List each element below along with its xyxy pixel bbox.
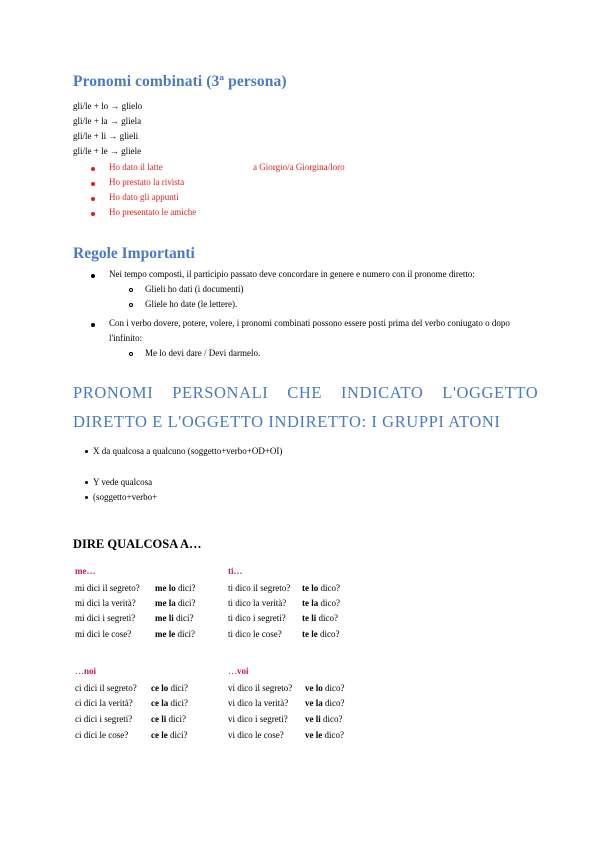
rule-example: Glieli ho dati (i documenti): [145, 284, 244, 294]
verb: dici?: [178, 598, 196, 608]
verb: dici?: [176, 613, 194, 623]
phrase: ti dico le cose?: [228, 629, 282, 639]
rule-line: gli/le + le → gliele: [73, 146, 142, 156]
verb: dico?: [325, 698, 345, 708]
phrase: vi dico il segreto?: [228, 683, 293, 693]
phrase: ci dici la verità?: [75, 698, 133, 708]
pronoun: ce lo: [151, 683, 169, 693]
bullet-icon: [91, 182, 95, 186]
pronoun: te li: [302, 613, 317, 623]
verb: dico?: [320, 629, 340, 639]
list-item: Y vede qualcosa: [93, 477, 153, 487]
rule-line: gli/le + lo → glielo: [73, 101, 143, 111]
table-row: [75, 583, 140, 593]
example-item: Ho dato gli appunti: [109, 192, 179, 202]
verb: dici?: [169, 730, 188, 740]
verb: dici?: [170, 683, 188, 693]
verb: dici?: [177, 629, 195, 639]
bullet-icon: [91, 274, 95, 278]
pronoun: ce le: [151, 730, 168, 740]
rule-text: Con i verbo dovere, potere, volere, i pronomi combinati possono essere posti prima del verbo coniugato o dopo: [109, 318, 510, 328]
example-item: Ho presentato le amiche: [109, 207, 197, 217]
bullet-icon: [91, 167, 95, 171]
phrase: ci dici le cose?: [75, 730, 129, 740]
pronoun: te lo: [302, 583, 319, 593]
sub-bullet-icon: [129, 352, 133, 356]
bullet-icon: [91, 197, 95, 201]
pronoun: me li: [155, 613, 174, 623]
pronoun: ve le: [305, 730, 323, 740]
group-label-noi: [75, 666, 96, 676]
verb: dico?: [318, 613, 338, 623]
bullet-icon: [85, 496, 88, 499]
section-title-regole: Regole Importanti: [73, 245, 195, 262]
sub-bullet-icon: [129, 288, 133, 292]
rule-line: gli/le + la → gliela: [73, 116, 142, 126]
verb: dici?: [178, 583, 196, 593]
list-item: X da qualcosa a qualcuno (soggetto+verbo+OD+OI): [93, 446, 283, 456]
pronoun: ve la: [305, 698, 323, 708]
group-label-ti: ti…: [228, 566, 243, 576]
verb: dico?: [323, 714, 343, 724]
heading-gruppi-atoni-line2: DIRETTO E L'OGGETTO INDIRETTO: I GRUPPI ATONI: [73, 412, 501, 431]
example-note: a Giorgio/a Giorgina/loro: [253, 162, 345, 172]
pronoun: ce la: [151, 698, 169, 708]
pronoun: ce li: [151, 714, 167, 724]
bullet-icon: [85, 481, 88, 484]
rule-line: gli/le + li → glieli: [73, 131, 139, 141]
phrase: ti dico il segreto?: [228, 583, 291, 593]
pronoun: me lo: [155, 583, 176, 593]
phrase: ci dici i segreti?: [75, 714, 133, 724]
group-label-me: me…: [75, 566, 96, 576]
verb: dici?: [170, 698, 188, 708]
group-label-voi: [228, 666, 249, 676]
verb: dico?: [325, 683, 345, 693]
phrase: mi dici le cose?: [75, 629, 132, 639]
label-text: voi: [237, 666, 249, 676]
rule-text: Nei tempo composti, il participio passato deve concordare in genere e numero con il pronome diretto:: [109, 269, 475, 279]
bullet-icon: [91, 323, 95, 327]
verb: dici?: [168, 714, 186, 724]
pronoun: te le: [302, 629, 318, 639]
example-item: Ho dato il latte: [109, 162, 163, 172]
phrase: ti dico la verità?: [228, 598, 287, 608]
list-item: (soggetto+verbo+: [93, 492, 158, 502]
label-text: noi: [84, 666, 97, 676]
verb: dico?: [320, 598, 340, 608]
rule-text: l'infinito:: [109, 333, 143, 343]
example-item: Ho prestato la rivista: [109, 177, 185, 187]
phrase: ci dici il segreto?: [75, 683, 137, 693]
label-prefix: …: [75, 666, 84, 676]
section-title-pronomi-combinati: Pronomi combinati (3ª persona): [73, 73, 287, 90]
phrase: vi dico i segreti?: [228, 714, 288, 724]
pronoun: me la: [155, 598, 176, 608]
phrase: vi dico le cose?: [228, 730, 284, 740]
heading-dire-qualcosa: DIRE QUALCOSA A…: [73, 537, 202, 551]
verb: dico?: [324, 730, 344, 740]
pronoun: me le: [155, 629, 176, 639]
pronoun: ve li: [305, 714, 321, 724]
phrase: mi dici i segreti?: [75, 613, 136, 623]
bullet-icon: [85, 450, 88, 453]
sub-bullet-icon: [129, 303, 133, 307]
phrase: mi dici la verità?: [75, 598, 136, 608]
rule-example: Gliele ho date (le lettere).: [145, 299, 238, 309]
phrase: ti dico i segreti?: [228, 613, 286, 623]
verb: dico?: [320, 583, 340, 593]
pronoun: ve lo: [305, 683, 323, 693]
bullet-icon: [91, 212, 95, 216]
phrase: mi dici il segreto?: [75, 583, 140, 593]
rule-example: Me lo devi dare / Devi darmelo.: [145, 348, 261, 358]
heading-gruppi-atoni-line1: PRONOMI PERSONALI CHE INDICATO L'OGGETTO: [73, 383, 539, 402]
pronoun: te la: [302, 598, 319, 608]
phrase: vi dico la verità?: [228, 698, 289, 708]
label-prefix: …: [228, 666, 237, 676]
